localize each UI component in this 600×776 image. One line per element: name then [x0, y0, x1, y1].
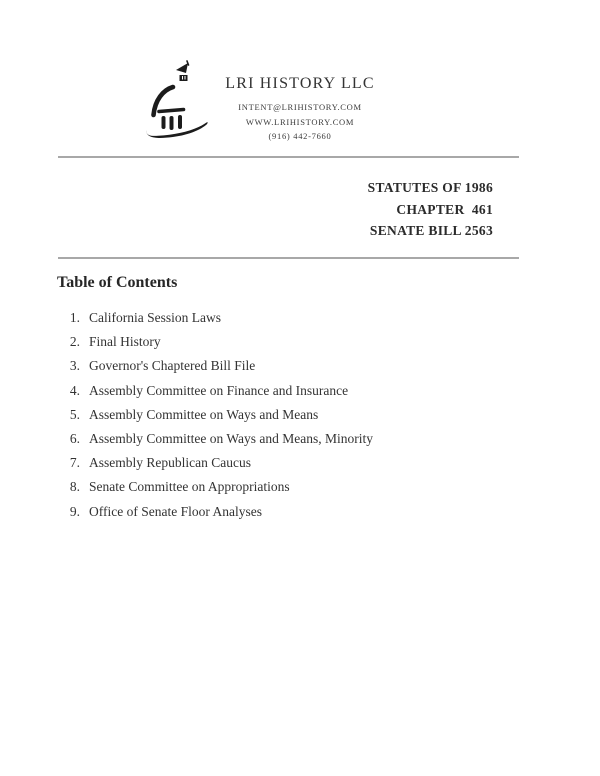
toc-item	[58, 403, 538, 427]
toc-list	[58, 306, 538, 524]
toc-item-number: 3.	[69, 358, 80, 374]
toc-item-label: Governor's Chaptered Bill File	[89, 358, 256, 374]
toc-item-label: Assembly Committee on Ways and Means, Minority	[89, 431, 374, 447]
toc-item-label: Assembly Republican Caucus	[89, 455, 251, 471]
toc-item-label: Assembly Committee on Ways and Means	[89, 406, 319, 422]
statutes-line: STATUTES OF 1986	[367, 180, 493, 195]
toc-item-number: 7.	[69, 455, 80, 471]
phone-line: (916) 442-7660	[268, 131, 332, 141]
toc-item	[58, 379, 538, 403]
toc-heading: Table of Contents	[57, 274, 178, 291]
toc-item-number: 5.	[69, 406, 80, 422]
toc-item	[58, 427, 538, 451]
contact-info	[190, 100, 410, 144]
middle-divider	[58, 257, 519, 259]
senate-bill-line: SENATE BILL 2563	[369, 223, 493, 239]
toc-item	[58, 475, 538, 499]
toc-item-label: California Session Laws	[89, 310, 221, 326]
toc-item-label: Senate Committee on Appropriations	[89, 479, 290, 495]
email-line: INTENT@LRIHISTORY.COM	[238, 102, 362, 112]
toc-item-label: Assembly Committee on Finance and Insurance	[89, 382, 349, 398]
toc-item-number: 1.	[69, 310, 80, 326]
toc-item	[58, 500, 538, 524]
letterhead	[190, 75, 410, 144]
toc-item	[58, 354, 538, 378]
toc-item-label: Final History	[89, 334, 161, 350]
toc-item-number: 2.	[69, 334, 80, 350]
toc-item	[58, 451, 538, 475]
toc-item-number: 6.	[69, 431, 80, 447]
website-line: WWW.LRIHISTORY.COM	[245, 116, 355, 127]
toc-item-number: 8.	[69, 479, 80, 495]
toc-item	[58, 330, 538, 354]
chapter-line: CHAPTER 461	[396, 201, 493, 217]
company-name: LRI HISTORY LLC	[225, 75, 375, 92]
statute-reference	[368, 177, 493, 242]
toc-item-label: Office of Senate Floor Analyses	[89, 503, 262, 519]
toc-item-number: 9.	[69, 503, 80, 519]
toc-item	[58, 306, 538, 330]
toc-item-number: 4.	[69, 382, 80, 398]
top-divider	[58, 156, 519, 158]
